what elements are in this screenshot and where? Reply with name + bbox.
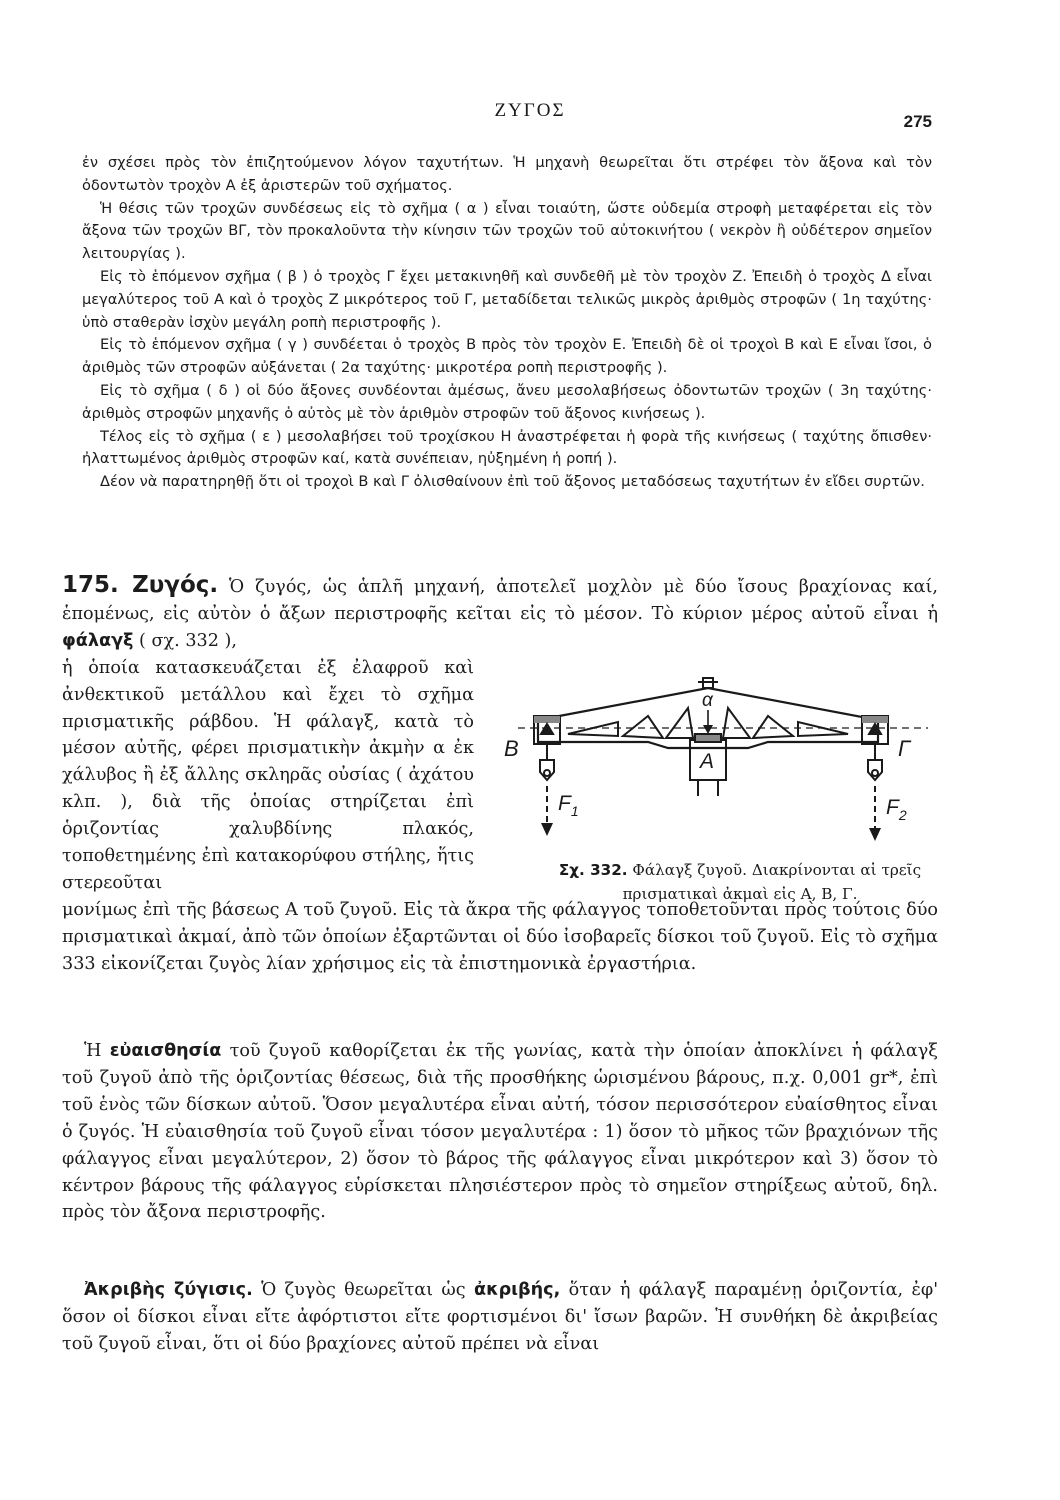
label-F2: $F_2$ (886, 796, 907, 823)
figure-caption (540, 858, 940, 906)
paragraph-6: Τέλος εἰς τὸ σχῆμα ( ε ) μεσολαβήσει τοῦ τροχίσκου Η ἀναστρέφεται ἡ φορὰ τῆς κινήσεως ( ταχύτης ὄπισθεν· ἠλαττωμένος ἀριθμὸς στροφῶν καί, κατὰ συνέπειαν, ηὐξημένη ἡ ροπή ). (82, 427, 932, 468)
sensitivity-paragraph: Ἡ εὐαισθησία τοῦ ζυγοῦ καθορίζεται ἐκ τῆς γωνίας, κατὰ τὴν ὁποίαν ἀποκλίνει ἡ φάλαγξ τοῦ ζυγοῦ ἀπὸ τῆς ὁριζοντίας θέσεως, διὰ τῆς προσθήκης ὡρισμένου βάρους, π.χ. 0,001 gr*, ἐπὶ τοῦ ἑνὸς τῶν δίσκων αὐτοῦ. Ὅσον μεγαλυτέρα εἶναι αὐτή, τόσον περισσότερον εὐαίσθητος εἶναι ὁ ζυγός. Ἡ εὐαισθησία τοῦ ζυγοῦ εἶναι τόσον μεγαλυτέρα : 1) ὅσον τὸ μῆκος τῶν βραχιόνων τῆς φάλαγγος εἶναι μεγαλύτερον, 2) ὅσον τὸ βάρος τῆς φάλαγγος εἶναι μικρότερον καὶ 3) ὅσον τὸ κέντρον βάρους τῆς φάλαγγος εὑρίσκεται πλησιέστερον πρὸς τὸ σημεῖον στηρίξεως αὐτοῦ, δηλ. πρὸς τὸν ἄξονα περιστροφῆς. (62, 1041, 938, 1223)
label-G: Γ (898, 736, 911, 761)
caption-text: Φάλαγξ ζυγοῦ. Διακρίνονται αἱ τρεῖς πρισματικαὶ ἀκμαὶ εἰς Α, Β, Γ. (622, 861, 922, 903)
running-header-title: ΖΥΓΟΣ (494, 100, 566, 121)
term-phalanx: φάλαγξ (62, 630, 134, 651)
balance-beam-figure (498, 668, 938, 868)
accuracy-heading: Ἀκριβὴς ζύγισις. (84, 1280, 253, 1300)
section-175-wide-text: μονίμως ἐπὶ τῆς βάσεως Α τοῦ ζυγοῦ. Εἰς τὰ ἄκρα τῆς φάλαγγος τοποθετοῦνται πρὸς τούτοις δύο πρισματικαὶ ἀκμαί, ἀπὸ τῶν ὁποίων ἐξαρτῶνται οἱ δύο ἰσοβαρεῖς δίσκοι τοῦ ζυγοῦ. Εἰς τὸ σχῆμα 333 εἰκονίζεται ζυγὸς λίαν χρήσιμος εἰς τὰ ἐπιστημονικὰ ἐργαστήρια. (62, 899, 938, 974)
label-B: Β (504, 736, 519, 761)
term-accurate: ἀκριβής, (473, 1280, 561, 1300)
page-number: 275 (903, 112, 932, 131)
paragraph-3: Εἰς τὸ ἑπόμενον σχῆμα ( β ) ὁ τροχὸς Γ ἔχει μετακινηθῆ καὶ συνδεθῆ μὲ τὸν τροχὸν Ζ. Ἐπειδὴ ὁ τροχὸς Δ εἶναι μεγαλύτερος τοῦ Α καὶ ὁ τροχὸς Ζ μικρότερος τοῦ Γ, μεταδίδεται τελικῶς μικρὸς ἀριθμὸς στροφῶν ( 1η ταχύτης· ὑπὸ σταθερὰν ἰσχὺν μεγάλη ροπὴ περιστροφῆς ). (82, 267, 932, 331)
sensitivity-section (62, 1038, 938, 1226)
paragraph-2: Ἡ θέσις τῶν τροχῶν συνδέσεως εἰς τὸ σχῆμα ( α ) εἶναι τοιαύτη, ὥστε οὐδεμία στροφὴ μεταφέρεται εἰς τὸν ἄξονα τῶν τροχῶν ΒΓ, τὸν προκαλοῦντα τὴν κίνησιν τῶν τροχῶν τοῦ αὐτοκινήτου ( νεκρὸν ἢ οὐδέτερον σημεῖον λειτουργίας ). (82, 199, 932, 263)
top-text-block (82, 152, 932, 494)
cutout-left-2 (623, 716, 663, 738)
section-175-narrow-text: ἡ ὁποία κατασκευάζεται ἐξ ἐλαφροῦ καὶ ἀνθεκτικοῦ μετάλλου καὶ ἔχει τὸ σχῆμα πρισματικῆς ράβδου. Ἡ φάλαγξ, κατὰ τὸ μέσον αὐτῆς, φέρει πρισματικὴν ἀκμὴν α ἐκ χάλυβος ἢ ἐξ ἄλλης σκληρᾶς οὐσίας ( ἀχάτου κλπ. ), διὰ τῆς ὁποίας στηρίζεται ἐπὶ ὁριζοντίας χαλυβδίνης πλακός, τοποθετημένης ἐπὶ κατακορύφου στήλης, ἥτις στερεοῦται (62, 657, 474, 893)
caption-label: Σχ. 332. (558, 861, 628, 879)
cutout-right-3 (723, 708, 750, 738)
accuracy-paragraph: Ἀκριβὴς ζύγισις. Ὁ ζυγὸς θεωρεῖται ὡς ἀκριβής, ὅταν ἡ φάλαγξ παραμένῃ ὁριζοντία, ἐφ' ὅσον οἱ δίσκοι εἶναι εἴτε ἀφόρτιστοι εἴτε φορτισμένοι δι' ἴσων βαρῶν. Ἡ συνθήκη δὲ ἀκριβείας τοῦ ζυγοῦ εἶναι, ὅτι οἱ δύο βραχίονες αὐτοῦ πρέπει νὰ εἶναι (62, 1280, 939, 1354)
term-sensitivity: εὐαισθησία (109, 1041, 222, 1061)
paragraph-7: Δέον νὰ παρατηρηθῇ ὅτι οἱ τροχοὶ Β καὶ Γ ὀλισθαίνουν ἐπὶ τοῦ ἄξονος μεταδόσεως ταχυτήτων ἐν εἴδει συρτῶν. (100, 473, 925, 491)
paragraph-4: Εἰς τὸ ἑπόμενον σχῆμα ( γ ) συνδέεται ὁ τροχὸς Β πρὸς τὸν τροχὸν Ε. Ἐπειδὴ δὲ οἱ τροχοὶ Β καὶ Ε εἶναι ἴσοι, ὁ ἀριθμὸς τῶν στροφῶν αὐξάνεται ( 2α ταχύτης· μικροτέρα ροπὴ περιστροφῆς ). (82, 336, 932, 377)
cutout-left-1 (568, 722, 618, 736)
paragraph-1: ἐν σχέσει πρὸς τὸν ἐπιζητούμενον λόγον ταχυτήτων. Ἡ μηχανὴ θεωρεῖται ὅτι στρέφει τὸν ἄξονα καὶ τὸν ὀδοντωτὸν τροχὸν Α ἐξ ἀριστερῶν τοῦ σχήματος. (82, 154, 932, 194)
cutout-left-3 (666, 708, 693, 738)
label-A: Α (700, 750, 715, 773)
section-175-intro: 175. Ζυγός. Ὁ ζυγός, ὡς ἁπλῆ μηχανή, ἀποτελεῖ μοχλὸν μὲ δύο ἴσους βραχίονας καί, ἑπομένως, εἰς αὐτὸν ὁ ἄξων περιστροφῆς κεῖται εἰς τὸ μέσον. Τὸ κύριον μέρος αὐτοῦ εἶναι ἡ φάλαγξ ( σχ. 332 ), (62, 572, 938, 651)
accuracy-section (62, 1277, 938, 1358)
cutout-right-1 (798, 722, 848, 736)
force-f1-arrowhead (541, 823, 553, 836)
section-heading: 175. Ζυγός. (62, 572, 219, 598)
label-alpha: α (702, 690, 713, 711)
label-F1: $F_1$ (558, 792, 579, 819)
cutout-right-2 (753, 716, 793, 738)
paragraph-5: Εἰς τὸ σχῆμα ( δ ) οἱ δύο ἄξονες συνδέονται ἀμέσως, ἄνευ μεσολαβήσεως ὀδοντωτῶν τροχῶν ( 3η ταχύτης· ἀριθμὸς στροφῶν μηχανῆς ὁ αὐτὸς μὲ τὸν ἀριθμὸν στροφῶν τοῦ ἄξονος κινήσεως ). (82, 381, 932, 422)
force-f2-arrowhead (869, 828, 881, 841)
